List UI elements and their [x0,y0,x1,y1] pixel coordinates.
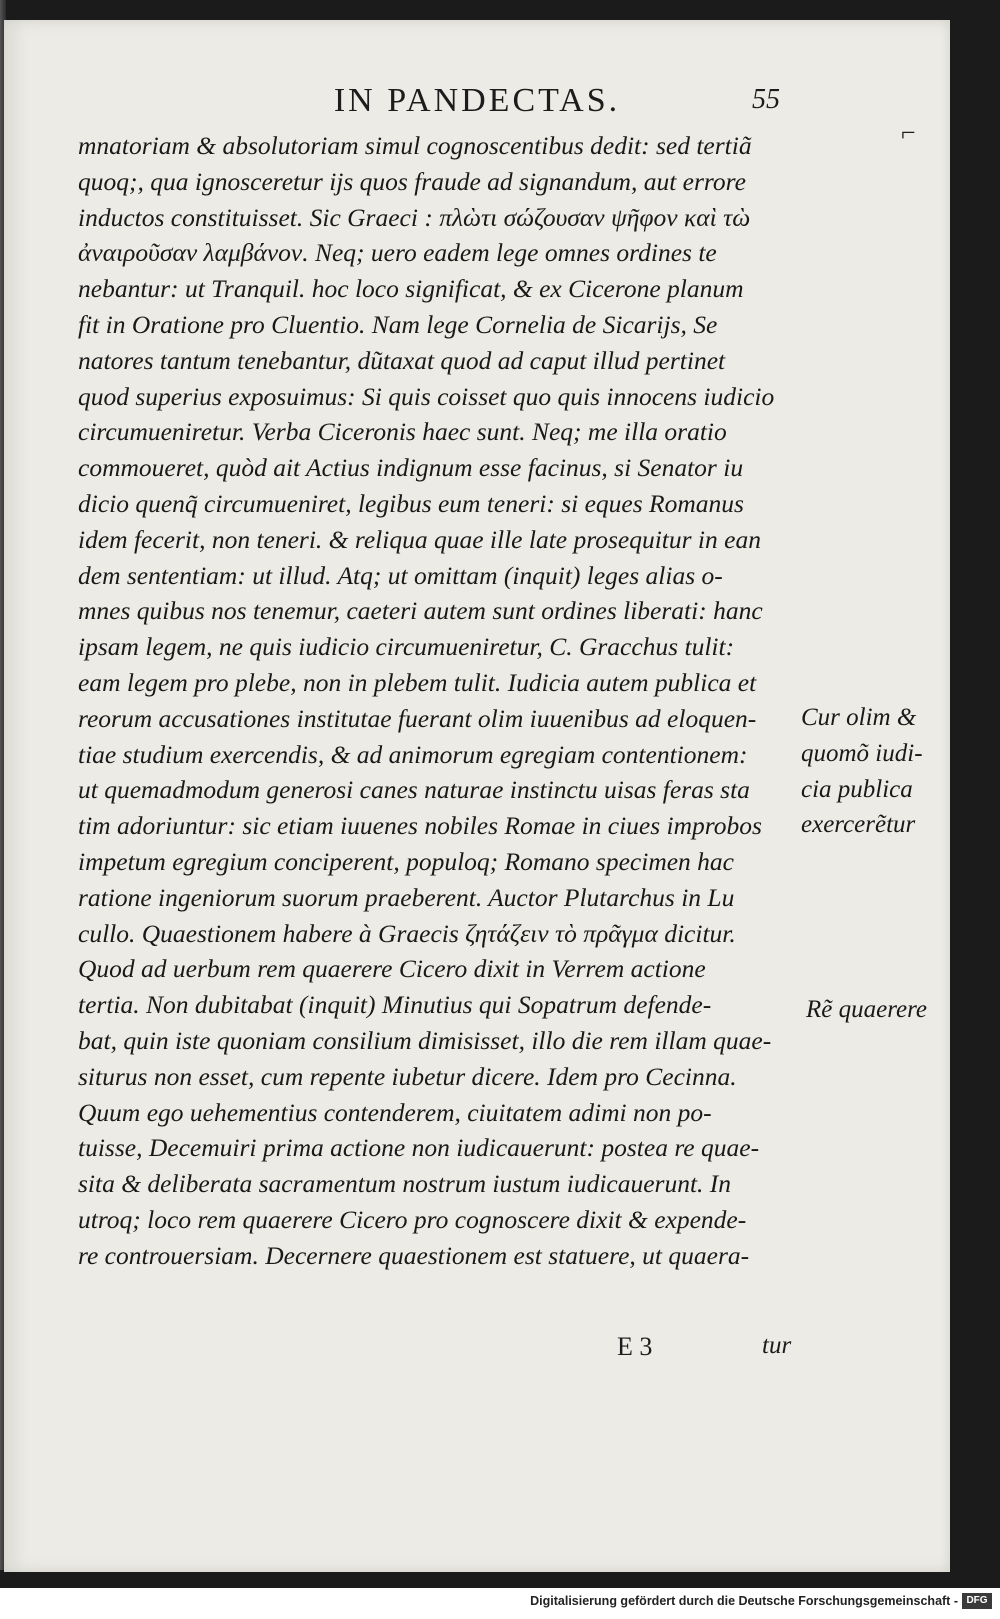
text-line: tiae studium exercendis, & ad animorum egregiam contentionem: [78,739,748,769]
marginal-note [806,992,927,1028]
text-line: Quod ad uerbum rem quaerere Cicero dixit in Verrem actione [78,954,706,984]
text-line: tim adoriuntur: sic etiam iuuenes nobiles Romae in ciues improbos [78,811,762,841]
text-line: fit in Oratione pro Cluentio. Nam lege Cornelia de Sicarijs, Se [78,309,718,339]
text-line: Quum ego uehementius contenderem, ciuitatem adimi non po- [78,1097,712,1127]
marginal-note-line: exercerẽtur [801,811,916,839]
text-line: commoueret, quòd ait Actius indignum esse facinus, si Senator iu [78,453,744,483]
text-line: utroq; loco rem quaerere Cicero pro cognoscere dixit & expende- [78,1204,747,1234]
main-text-block [78,128,798,1274]
text-line: mnatoriam & absolutoriam simul cognoscentibus dedit: sed tertiã [78,131,752,160]
catchword: tur [762,1332,792,1359]
book-page [4,20,950,1572]
text-line: inductos constituisset. Sic Graeci : πλὼτι σώζουσαν ψῆφον καὶ τὼ [78,202,751,232]
text-line: tertia. Non dubitabat (inquit) Minutius qui Sopatrum defende- [78,990,712,1020]
text-line: bat, quin iste quoniam consilium dimisisset, illo die rem illam quae- [78,1025,772,1055]
text-line: dem sententiam: ut illud. Atq; ut omittam (inquit) leges alias o- [78,560,723,590]
text-line: mnes quibus nos tenemur, caeteri autem sunt ordines liberati: hanc [78,596,763,626]
text-line: reorum accusationes institutae fuerant olim iuuenibus ad eloquen- [78,703,757,733]
text-line: re controuersiam. Decernere quaestionem est statuere, ut quaera- [78,1240,750,1270]
marginal-note-line: Cur olim & [801,704,917,731]
marginal-note [801,700,923,843]
funding-credit: Digitalisierung gefördert durch die Deutsche Forschungsgemeinschaft - [530,1594,958,1608]
text-line: quod superius exposuimus: Si quis coisset quo quis innocens iudicio [78,381,775,411]
text-line: siturus non esset, cum repente iubetur dicere. Idem pro Cecinna. [78,1061,737,1091]
text-line: cullo. Quaestionem habere à Graecis ζητάζειν τὸ πρᾶγμα dicitur. [78,918,736,948]
text-line: nebantur: ut Tranquil. hoc loco significat, & ex Cicerone planum [78,274,744,304]
footer-bar [0,1588,1000,1619]
page-number: 55 [752,84,780,115]
text-line: sita & deliberata sacramentum nostrum iustum iudicauerunt. In [78,1169,732,1199]
text-line: quoq;, qua ignosceretur ijs quos fraude ad signandum, aut errore [78,166,746,196]
corner-mark: ⌐ [901,118,916,147]
text-line: eam legem pro plebe, non in plebem tulit. Iudicia autem publica et [78,667,757,697]
text-line: ut quemadmodum generosi canes naturae instinctu uisas feras sta [78,775,750,805]
text-line: idem fecerit, non teneri. & reliqua quae ille late prosequitur in ean [78,524,761,554]
text-line: ratione ingeniorum suorum praeberent. Auctor Plutarchus in Lu [78,882,735,912]
text-line: natores tantum tenebantur, dũtaxat quod ad caput illud pertinet [78,345,726,375]
marginal-note-line: cia publica [801,775,913,803]
running-head: IN PANDECTAS. [333,82,621,119]
text-line: ipsam legem, ne quis iudicio circumueniretur, C. Gracchus tulit: [78,632,735,662]
text-line: impetum egregium conciperent, populoq; Romano specimen hac [78,846,734,876]
text-line: ἀναιροῦσαν λαμβάνον. Neq; uero eadem lege omnes ordines te [78,238,717,268]
marginal-note-line: Rẽ quaerere [806,996,928,1023]
text-line: circumueniretur. Verba Ciceronis haec sunt. Neq; me illa oratio [78,417,727,447]
dfg-logo: DFG [962,1593,992,1609]
marginal-note-line: quomõ iudi- [801,739,923,767]
signature-mark: E 3 [617,1332,653,1361]
text-line: dicio quenq̃ circumueniret, legibus eum teneri: si eques Romanus [78,488,744,518]
text-line: tuisse, Decemuiri prima actione non iudicauerunt: postea re quae- [78,1133,760,1163]
